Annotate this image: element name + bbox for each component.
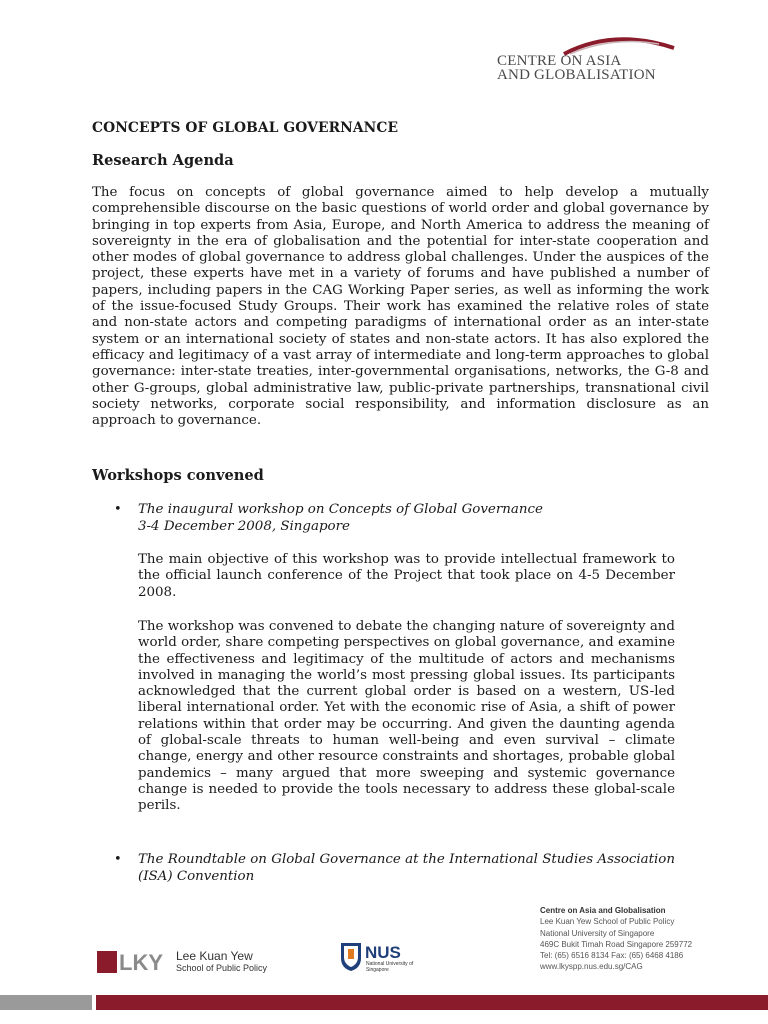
workshop-1-title: The inaugural workshop on Concepts of Global Governance xyxy=(138,502,543,517)
workshop-2-title: The Roundtable on Global Governance at the International Studies Association (ISA) Convention xyxy=(138,852,675,884)
nus-logo xyxy=(340,942,420,978)
research-agenda-body: The focus on concepts of global governance aimed to help develop a mutually comprehensible discourse on the basic questions of world order and global governance by bringing in top experts from Asia, Europe, and North America to address the meaning of sovereignty in the era of globalisation and the potential for inter-state cooperation and other modes of global governance to address global challenges. Under the auspices of the project, these experts have met in a variety of forums and have published a number of papers, including papers in the CAG Working Paper series, as well as informing the work of the issue-focused Study Groups. Their work has examined the relative roles of state and non-state actors and competing paradigms of international order as an inter-state system or an international society of states and non-state actors. It has also explored the efficacy and legitimacy of a vast array of intermediate and long-term approaches to global governance: inter-state treaties, inter-governmental organisations, networks, the G-8 and other G-groups, global administrative law, public-private partnerships, transnational civil society networks, corporate social responsibility, and information disclosure as an approach to governance. xyxy=(92,185,709,429)
contact-block xyxy=(540,905,692,973)
workshop-1-para1: The main objective of this workshop was to provide intellectual framework to the official launch conference of the Project that took place on 4-5 December 2008. xyxy=(138,552,675,600)
logo-line2: AND GLOBALISATION xyxy=(497,67,656,83)
nus-name: NUS xyxy=(365,943,401,962)
contact-line1: Lee Kuan Yew School of Public Policy xyxy=(540,917,675,927)
research-agenda-heading: Research Agenda xyxy=(92,152,234,169)
footer-band-grey xyxy=(0,995,92,1010)
lky-line1: Lee Kuan Yew xyxy=(176,949,253,963)
nus-subtitle: National University of Singapore xyxy=(366,961,414,973)
lky-mark-text: LKY xyxy=(119,951,163,973)
logo-line1: CENTRE ON ASIA xyxy=(497,53,622,69)
contact-line4: Tel: (65) 6516 8134 Fax: (65) 6468 4186 xyxy=(540,951,684,961)
document-title: CONCEPTS OF GLOBAL GOVERNANCE xyxy=(92,120,399,136)
footer-band-red xyxy=(96,995,768,1010)
contact-website: www.lkyspp.nus.edu.sg/CAG xyxy=(540,962,643,972)
lky-line2: School of Public Policy xyxy=(176,963,268,973)
contact-name: Centre on Asia and Globalisation xyxy=(540,906,666,915)
contact-line2: National University of Singapore xyxy=(540,928,655,938)
contact-line3: 469C Bukit Timah Road Singapore 259772 xyxy=(540,939,693,949)
workshop-1-para2: The workshop was convened to debate the changing nature of sovereignty and world order, share competing perspectives on global governance, and examine the effectiveness and legitimacy of the multitude of actors and mechanisms involved in managing the world’s most pressing global issues. Its participants acknowledged that the current global order is based on a western, US-led liberal international order. Yet with the economic rise of Asia, a shift of power relations within that order may be occurring. And given the daunting agenda of global-scale threats to human well-being and even survival – climate change, energy and other resource constraints and shortages, probable global pandemics – many argued that more sweeping and systemic governance change is needed to provide the tools necessary to address these global-scale perils. xyxy=(138,619,675,814)
bullet-2: • xyxy=(114,852,122,867)
workshops-heading: Workshops convened xyxy=(92,467,264,484)
workshop-1-date: 3-4 December 2008, Singapore xyxy=(138,519,350,534)
cag-logo xyxy=(494,34,678,82)
nus-crest-icon xyxy=(340,942,362,972)
bullet-1: • xyxy=(114,502,122,517)
lky-mark-icon xyxy=(97,951,172,973)
